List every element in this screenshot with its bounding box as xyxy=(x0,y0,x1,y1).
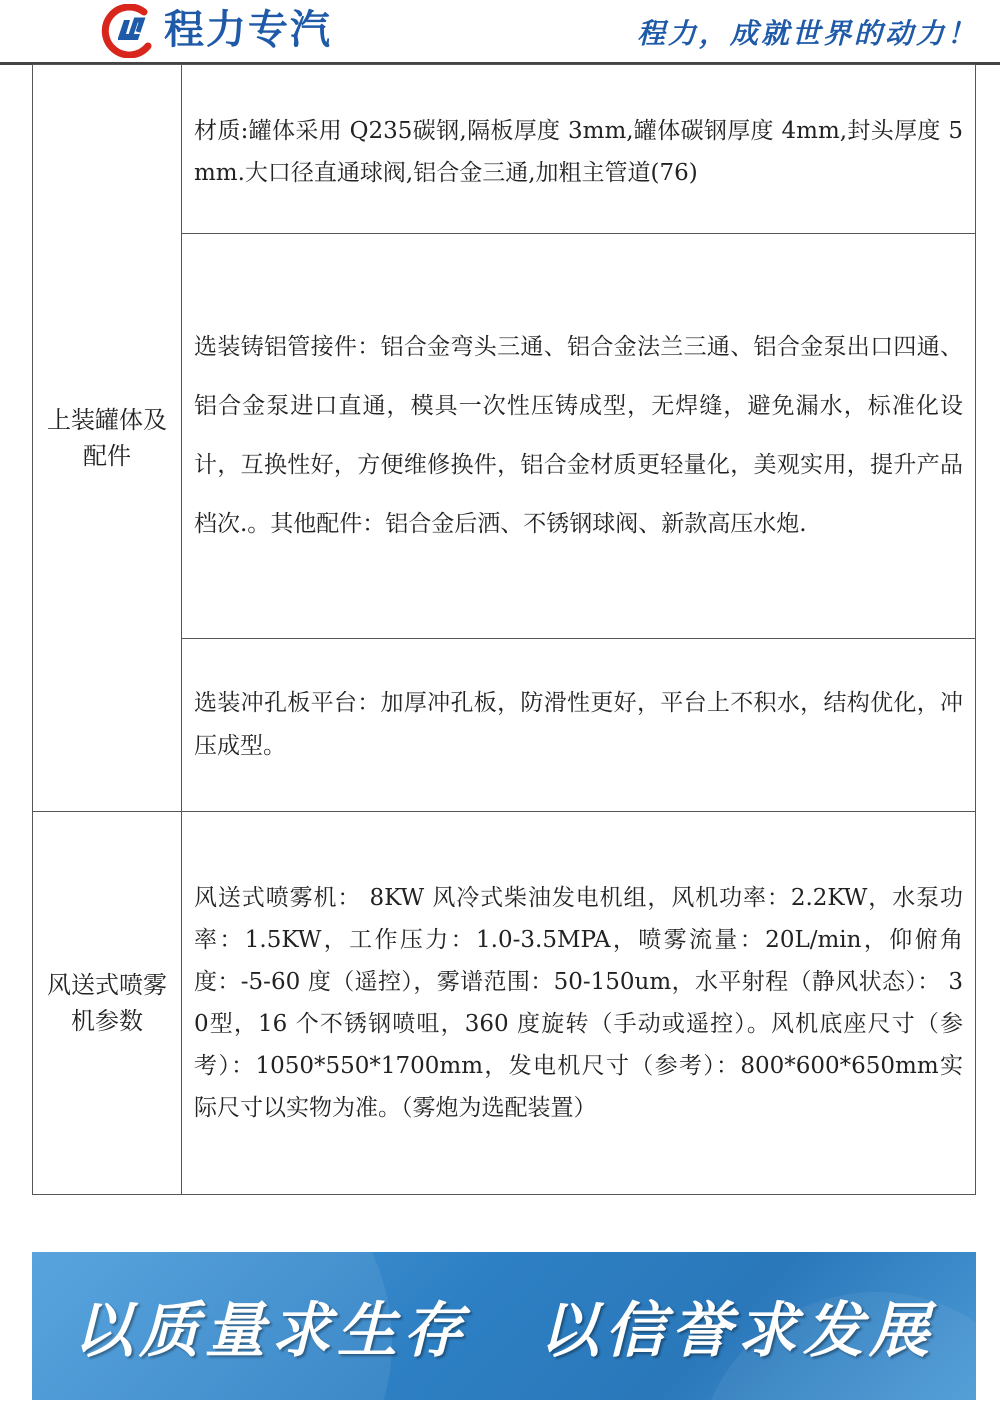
category-cell-sprayer xyxy=(33,812,182,1195)
category-label: 风送式喷雾机参数 xyxy=(47,971,167,1035)
page-header xyxy=(0,0,1000,62)
chengli-logo-icon xyxy=(100,4,156,58)
description-cell xyxy=(182,65,976,234)
spec-table xyxy=(32,64,976,1195)
table-row xyxy=(33,65,976,234)
description-text: 风送式喷雾机： 8KW 风冷式柴油发电机组，风机功率：2.2KW，水泵功率：1.5KW，工作压力：1.0-3.5MPA，喷雾流量：20L/min，仰俯角度：-5-60 度（遥控），雾谱范围：50-150um，水平射程（静风状态）： 30型，16 个不锈钢喷咀，360 度旋转（手动或遥控）。风机底座尺寸（参考）：1050*550*1700mm，发电机尺寸（参考）：800*600*650mm实际尺寸以实物为准。（雾炮为选配装置） xyxy=(194,885,963,1121)
description-cell xyxy=(182,234,976,639)
motto-left: 以质量求生存 xyxy=(73,1296,469,1366)
description-text: 选装冲孔板平台：加厚冲孔板，防滑性更好，平台上不积水，结构优化，冲压成型。 xyxy=(194,690,963,759)
header-slogan: 程力，成就世界的动力！ xyxy=(636,17,978,50)
brand-name: 程力专汽 xyxy=(164,7,332,53)
motto-text xyxy=(32,1252,976,1400)
category-label: 上装罐体及配件 xyxy=(47,406,167,470)
description-cell xyxy=(182,639,976,812)
motto-right: 以信誉求发展 xyxy=(539,1296,935,1366)
description-text: 材质:罐体采用 Q235碳钢,隔板厚度 3mm,罐体碳钢厚度 4mm,封头厚度 5mm.大口径直通球阀,铝合金三通,加粗主管道(76) xyxy=(194,118,963,186)
description-text: 选装铸铝管接件：铝合金弯头三通、铝合金法兰三通、铝合金泵出口四通、铝合金泵进口直通，模具一次性压铸成型，无焊缝，避免漏水，标准化设计，互换性好，方便维修换件，铝合金材质更轻量化，美观实用，提升产品档次.。其他配件：铝合金后洒、不锈钢球阀、新款高压水炮. xyxy=(194,334,963,537)
category-cell-tank xyxy=(33,65,182,812)
table-row xyxy=(33,812,976,1195)
motto-banner xyxy=(32,1252,976,1400)
description-cell xyxy=(182,812,976,1195)
